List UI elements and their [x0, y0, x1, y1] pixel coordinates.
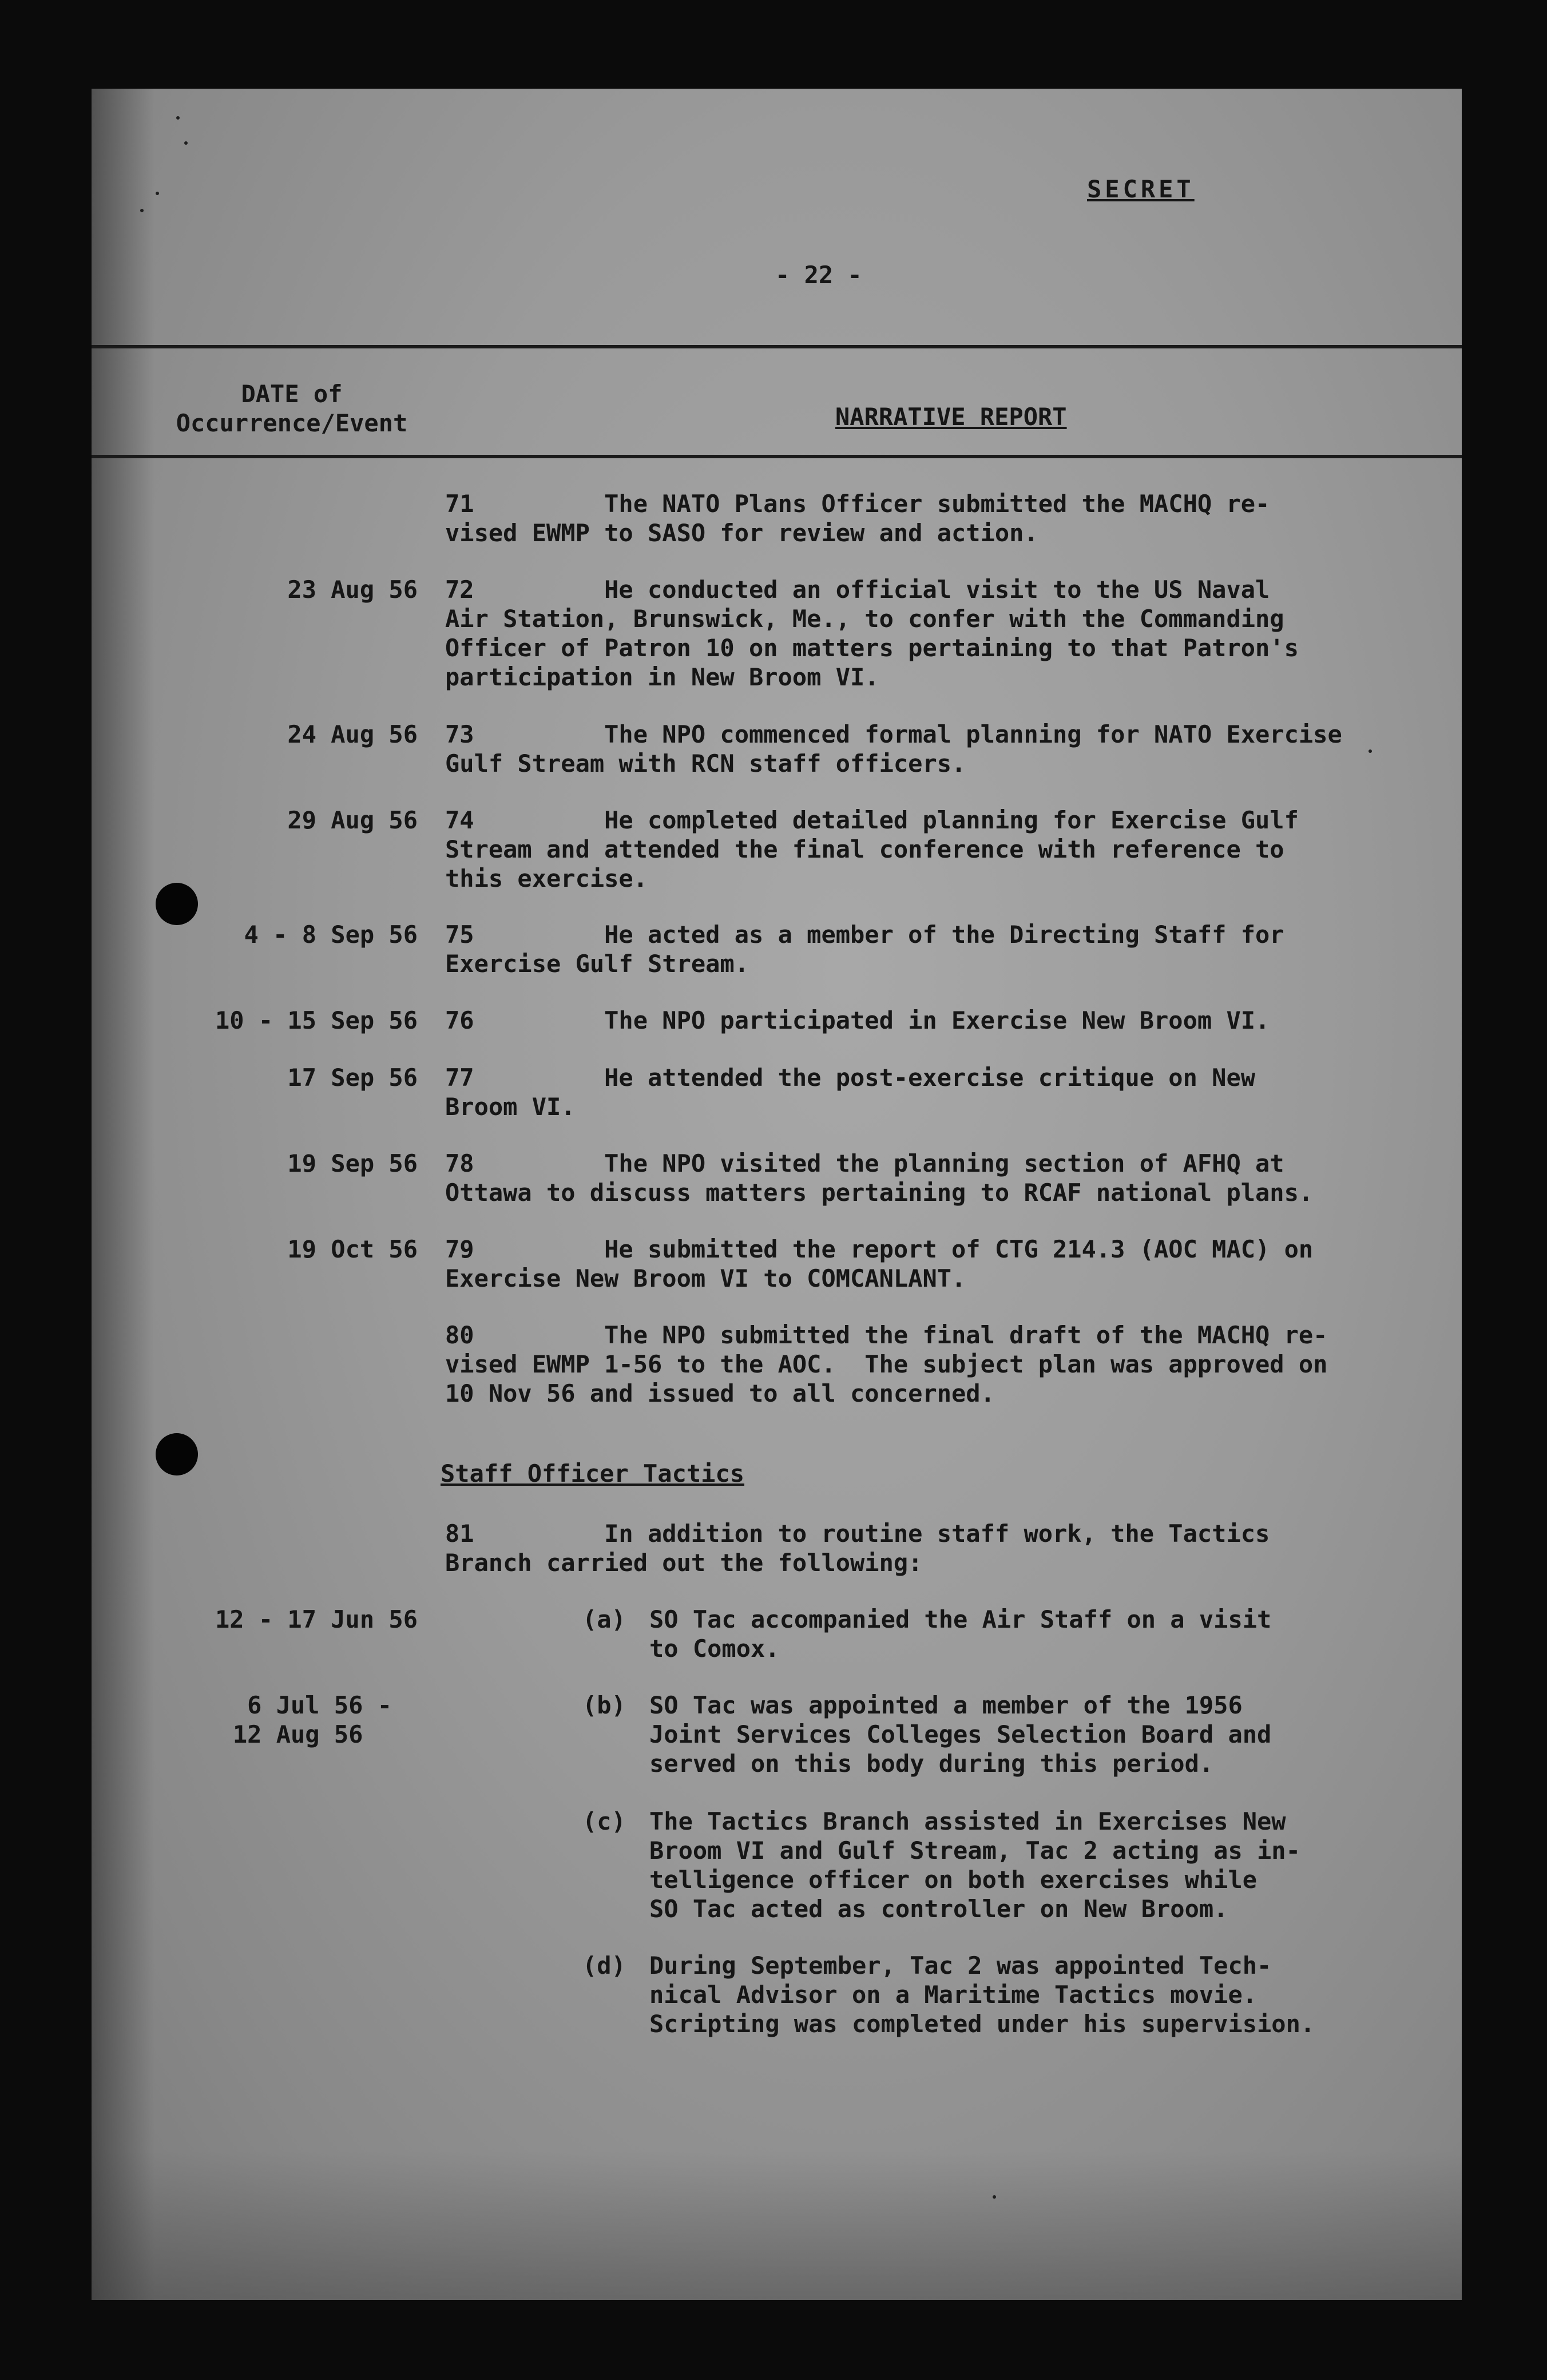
scan-speck — [184, 141, 188, 145]
entry-line: Gulf Stream with RCN staff officers. — [445, 749, 966, 778]
entry-line: 79 He submitted the report of CTG 214.3 (AOC MAC) on — [445, 1235, 1314, 1263]
column-header-date-line1: DATE of — [241, 380, 343, 408]
subitem-letter: (d) — [582, 1951, 626, 1980]
column-header-date-line2: Occurrence/Event — [176, 409, 408, 437]
subitem-date: 12 Aug 56 — [232, 1720, 392, 1748]
entry-date: 24 Aug 56 — [287, 720, 418, 748]
entry-line: 78 The NPO visited the planning section of AFHQ at — [445, 1149, 1284, 1177]
subitem-line: Broom VI and Gulf Stream, Tac 2 acting as in- — [649, 1836, 1300, 1865]
entry-date: 4 - 8 Sep 56 — [244, 921, 418, 949]
subitem-date: 12 - 17 Jun 56 — [215, 1605, 418, 1633]
subitem-line: to Comox. — [649, 1635, 780, 1663]
column-header-narrative: NARRATIVE REPORT — [835, 403, 1067, 431]
column-header-date — [154, 379, 429, 438]
subitem-letter: (c) — [582, 1807, 626, 1835]
entry-line: 75 He acted as a member of the Directing Staff for — [445, 921, 1284, 949]
subitem-line: telligence officer on both exercises while — [649, 1866, 1258, 1894]
entry-date: 19 Oct 56 — [287, 1235, 418, 1263]
document-page — [92, 89, 1462, 2300]
entry-line: 81 In addition to routine staff work, the Tactics — [445, 1520, 1270, 1548]
punch-hole — [156, 883, 198, 925]
scan-speck — [993, 2195, 996, 2199]
entry-line: Broom VI. — [445, 1093, 576, 1121]
scan-speck — [1368, 749, 1372, 753]
subitem-line: The Tactics Branch assisted in Exercises New — [649, 1807, 1286, 1835]
entry-line: Air Station, Brunswick, Me., to confer with the Commanding — [445, 605, 1284, 633]
entry-line: Officer of Patron 10 on matters pertaining to that Patron's — [445, 634, 1299, 662]
subitem-line: nical Advisor on a Maritime Tactics movie. — [649, 1981, 1258, 2009]
entry-line: this exercise. — [445, 864, 648, 892]
entry-date: 10 - 15 Sep 56 — [215, 1006, 418, 1034]
entry-line: Stream and attended the final conference with reference to — [445, 835, 1284, 863]
entry-line: vised EWMP to SASO for review and action. — [445, 519, 1038, 547]
classification-marking: SECRET — [1087, 175, 1195, 203]
entry-line: Exercise Gulf Stream. — [445, 950, 749, 978]
scan-shadow-left — [92, 89, 154, 2300]
entry-line: 10 Nov 56 and issued to all concerned. — [445, 1379, 995, 1407]
subitem-line: SO Tac acted as controller on New Broom. — [649, 1895, 1228, 1923]
subitem-line: Joint Services Colleges Selection Board and — [649, 1720, 1272, 1748]
subitem-line: Scripting was completed under his supervision. — [649, 2010, 1315, 2038]
subitem-letter: (a) — [582, 1605, 626, 1633]
scan-speck — [176, 116, 180, 120]
entry-date: 19 Sep 56 — [287, 1149, 418, 1177]
entry-line: 74 He completed detailed planning for Exercise Gulf — [445, 806, 1299, 834]
entry-date: 29 Aug 56 — [287, 806, 418, 834]
scan-speck — [140, 209, 144, 212]
entry-line: 72 He conducted an official visit to the US Naval — [445, 576, 1270, 604]
subitem-date: 6 Jul 56 - — [247, 1691, 392, 1719]
entry-line: Exercise New Broom VI to COMCANLANT. — [445, 1264, 966, 1292]
punch-hole — [156, 1433, 198, 1475]
entry-line: 76 The NPO participated in Exercise New Broom VI. — [445, 1006, 1270, 1034]
section-title: Staff Officer Tactics — [441, 1459, 745, 1488]
subitem-line: During September, Tac 2 was appointed Tech- — [649, 1951, 1272, 1980]
subitem-letter: (b) — [582, 1691, 626, 1719]
header-rule-bottom — [92, 455, 1462, 458]
header-rule-top — [92, 345, 1462, 348]
entry-line: Branch carried out the following: — [445, 1549, 923, 1577]
entry-line: vised EWMP 1-56 to the AOC. The subject plan was approved on — [445, 1350, 1328, 1378]
subitem-line: SO Tac accompanied the Air Staff on a visit — [649, 1605, 1272, 1633]
entry-date: 23 Aug 56 — [287, 576, 418, 604]
entry-date: 17 Sep 56 — [287, 1064, 418, 1092]
entry-line: Ottawa to discuss matters pertaining to RCAF national plans. — [445, 1179, 1314, 1207]
page-number: - 22 - — [775, 261, 862, 289]
entry-line: 77 He attended the post-exercise critique on New — [445, 1064, 1256, 1092]
scan-shadow-bottom — [92, 2151, 1462, 2300]
scan-speck — [156, 192, 159, 195]
entry-line: 80 The NPO submitted the final draft of the MACHQ re- — [445, 1321, 1328, 1349]
entry-line: 71 The NATO Plans Officer submitted the MACHQ re- — [445, 490, 1270, 518]
subitem-line: served on this body during this period. — [649, 1750, 1214, 1778]
entry-line: participation in New Broom VI. — [445, 663, 879, 691]
subitem-line: SO Tac was appointed a member of the 1956 — [649, 1691, 1243, 1719]
entry-line: 73 The NPO commenced formal planning for NATO Exercise — [445, 720, 1342, 748]
